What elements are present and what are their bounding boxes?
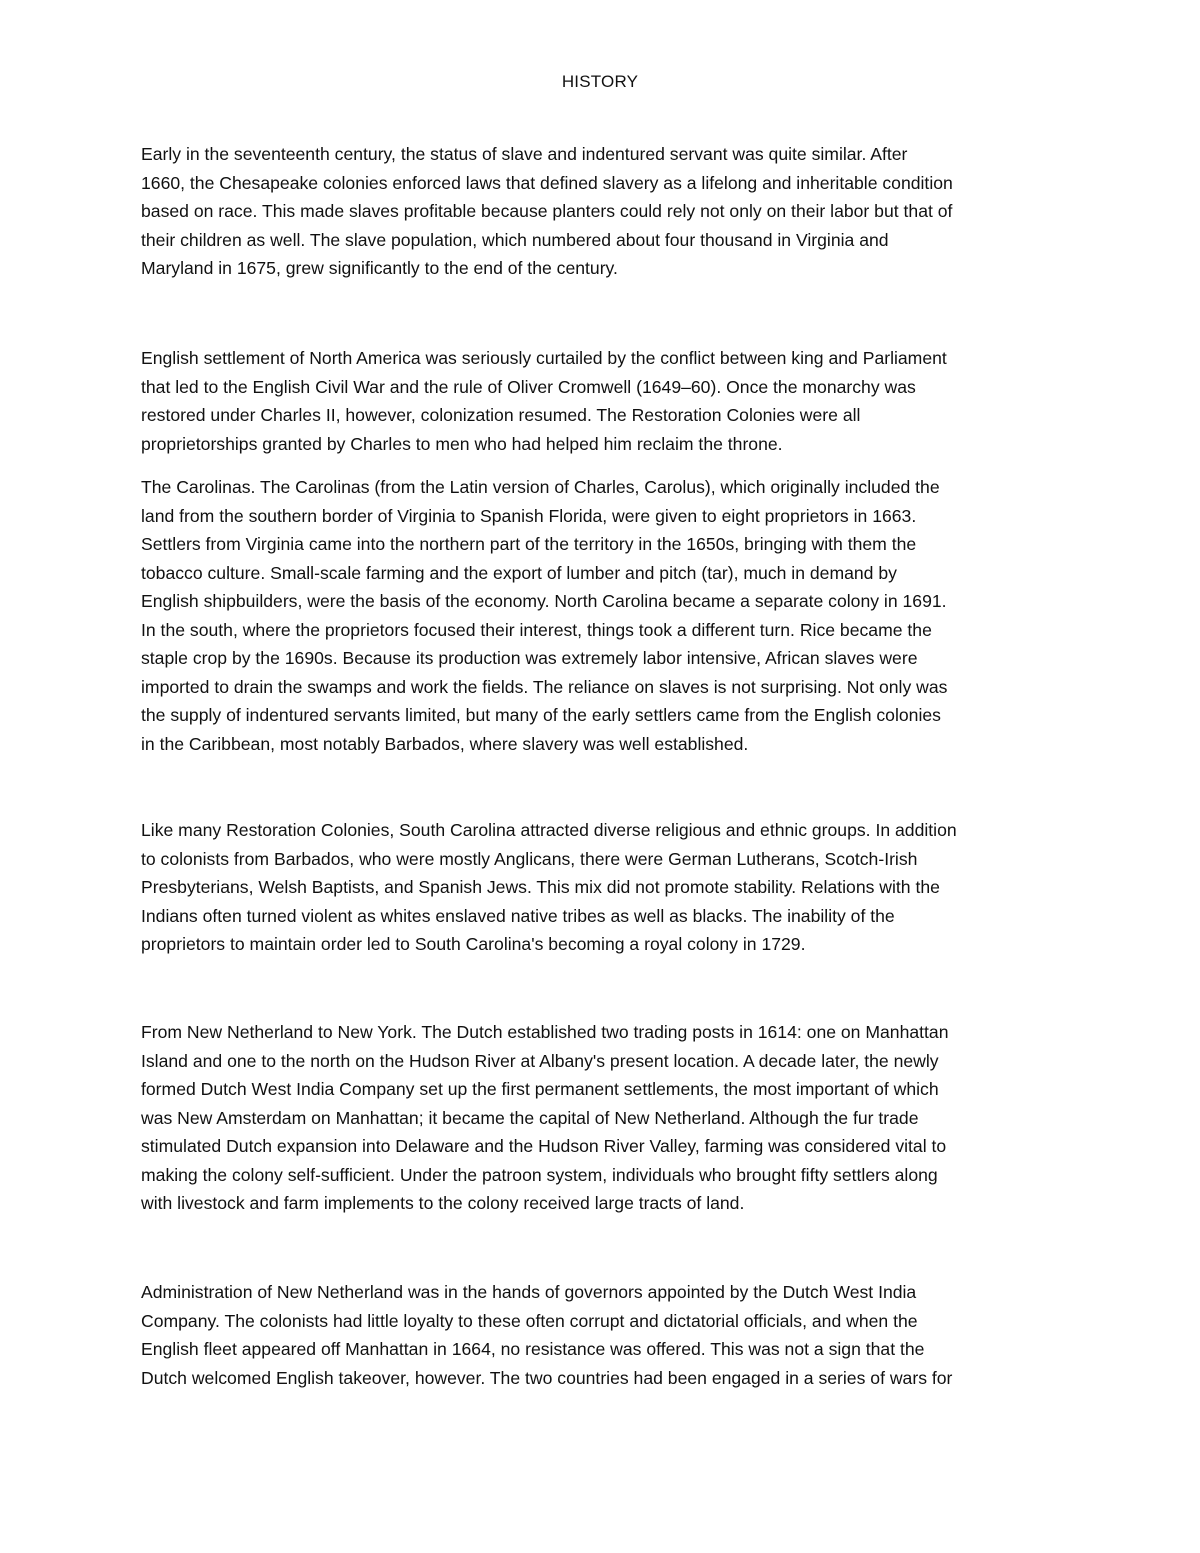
paragraph-line: English fleet appeared off Manhattan in 1664, no resistance was offered. This was not a sign that the: [141, 1339, 925, 1359]
paragraph-line: Administration of New Netherland was in the hands of governors appointed by the Dutch West India: [141, 1282, 917, 1302]
paragraph-line: Presbyterians, Welsh Baptists, and Spanish Jews. This mix did not promote stability. Relations with the: [141, 877, 940, 897]
paragraph-line: Like many Restoration Colonies, South Carolina attracted diverse religious and ethnic groups. In addition: [141, 820, 957, 840]
paragraph-line: stimulated Dutch expansion into Delaware and the Hudson River Valley, farming was considered vital to: [141, 1136, 947, 1156]
paragraph-line: Settlers from Virginia came into the northern part of the territory in the 1650s, bringing with them the: [141, 534, 917, 554]
paragraph-line: restored under Charles II, however, colonization resumed. The Restoration Colonies were all: [141, 405, 861, 425]
paragraph-line: proprietors to maintain order led to South Carolina's becoming a royal colony in 1729.: [141, 934, 806, 954]
paragraph-line: English shipbuilders, were the basis of the economy. North Carolina became a separate colony in 1691.: [141, 591, 947, 611]
paragraph-line: to colonists from Barbados, who were mostly Anglicans, there were German Lutherans, Scotch-Irish: [141, 848, 918, 869]
paragraph-line: Early in the seventeenth century, the status of slave and indentured servant was quite similar. After: [141, 144, 908, 164]
paragraph-line: tobacco culture. Small-scale farming and the export of lumber and pitch (tar), much in demand by: [141, 562, 897, 583]
paragraph-2: [141, 344, 1071, 458]
paragraph-6: [141, 1278, 1071, 1392]
paragraph-line: with livestock and farm implements to the colony received large tracts of land.: [141, 1193, 745, 1213]
paragraph-line: formed Dutch West India Company set up the first permanent settlements, the most important of which: [141, 1079, 939, 1099]
paragraph-line: based on race. This made slaves profitable because planters could rely not only on their labor but that of: [141, 201, 953, 221]
paragraph-line: in the Caribbean, most notably Barbados, where slavery was well established.: [141, 733, 749, 754]
paragraph-line: English settlement of North America was seriously curtailed by the conflict between king and Parliament: [141, 348, 947, 368]
paragraph-line: 1660, the Chesapeake colonies enforced laws that defined slavery as a lifelong and inheritable condition: [141, 172, 953, 193]
paragraph-5: [141, 1018, 1071, 1218]
paragraph-line: From New Netherland to New York. The Dutch established two trading posts in 1614: one on Manhattan: [141, 1022, 949, 1042]
paragraph-line: that led to the English Civil War and the rule of Oliver Cromwell (1649–60). Once the monarchy was: [141, 376, 916, 397]
paragraph-line: proprietorships granted by Charles to men who had helped him reclaim the throne.: [141, 433, 783, 454]
paragraph-line: Maryland in 1675, grew significantly to the end of the century.: [141, 258, 618, 278]
paragraph-line: Island and one to the north on the Hudson River at Albany's present location. A decade later, the newly: [141, 1050, 939, 1071]
paragraph-line: was New Amsterdam on Manhattan; it became the capital of New Netherland. Although the fur trade: [141, 1107, 919, 1128]
paragraph-line: land from the southern border of Virginia to Spanish Florida, were given to eight proprietors in 1663.: [141, 505, 917, 526]
paragraph-4: [141, 816, 1071, 959]
paragraph-line: the supply of indentured servants limited, but many of the early settlers came from the English colonies: [141, 705, 941, 725]
paragraph-line: staple crop by the 1690s. Because its production was extremely labor intensive, African slaves were: [141, 648, 918, 668]
paragraph-line: making the colony self-sufficient. Under the patroon system, individuals who brought fifty settlers along: [141, 1164, 938, 1185]
paragraph-line: The Carolinas. The Carolinas (from the Latin version of Charles, Carolus), which originally included the: [141, 477, 940, 497]
paragraph-line: Company. The colonists had little loyalty to these often corrupt and dictatorial officials, and when the: [141, 1310, 918, 1331]
paragraph-line: Indians often turned violent as whites enslaved native tribes as well as blacks. The inability of the: [141, 905, 895, 926]
paragraph-line: imported to drain the swamps and work the fields. The reliance on slaves is not surprising. Not only was: [141, 676, 948, 697]
paragraph-1: [141, 140, 1071, 283]
paragraph-line: In the south, where the proprietors focused their interest, things took a different turn. Rice became the: [141, 619, 932, 640]
paragraph-line: Dutch welcomed English takeover, however. The two countries had been engaged in a series of wars for: [141, 1367, 953, 1388]
paragraph-3: [141, 473, 1071, 758]
paragraph-line: their children as well. The slave population, which numbered about four thousand in Virginia and: [141, 229, 889, 250]
page-title: HISTORY: [561, 72, 639, 91]
